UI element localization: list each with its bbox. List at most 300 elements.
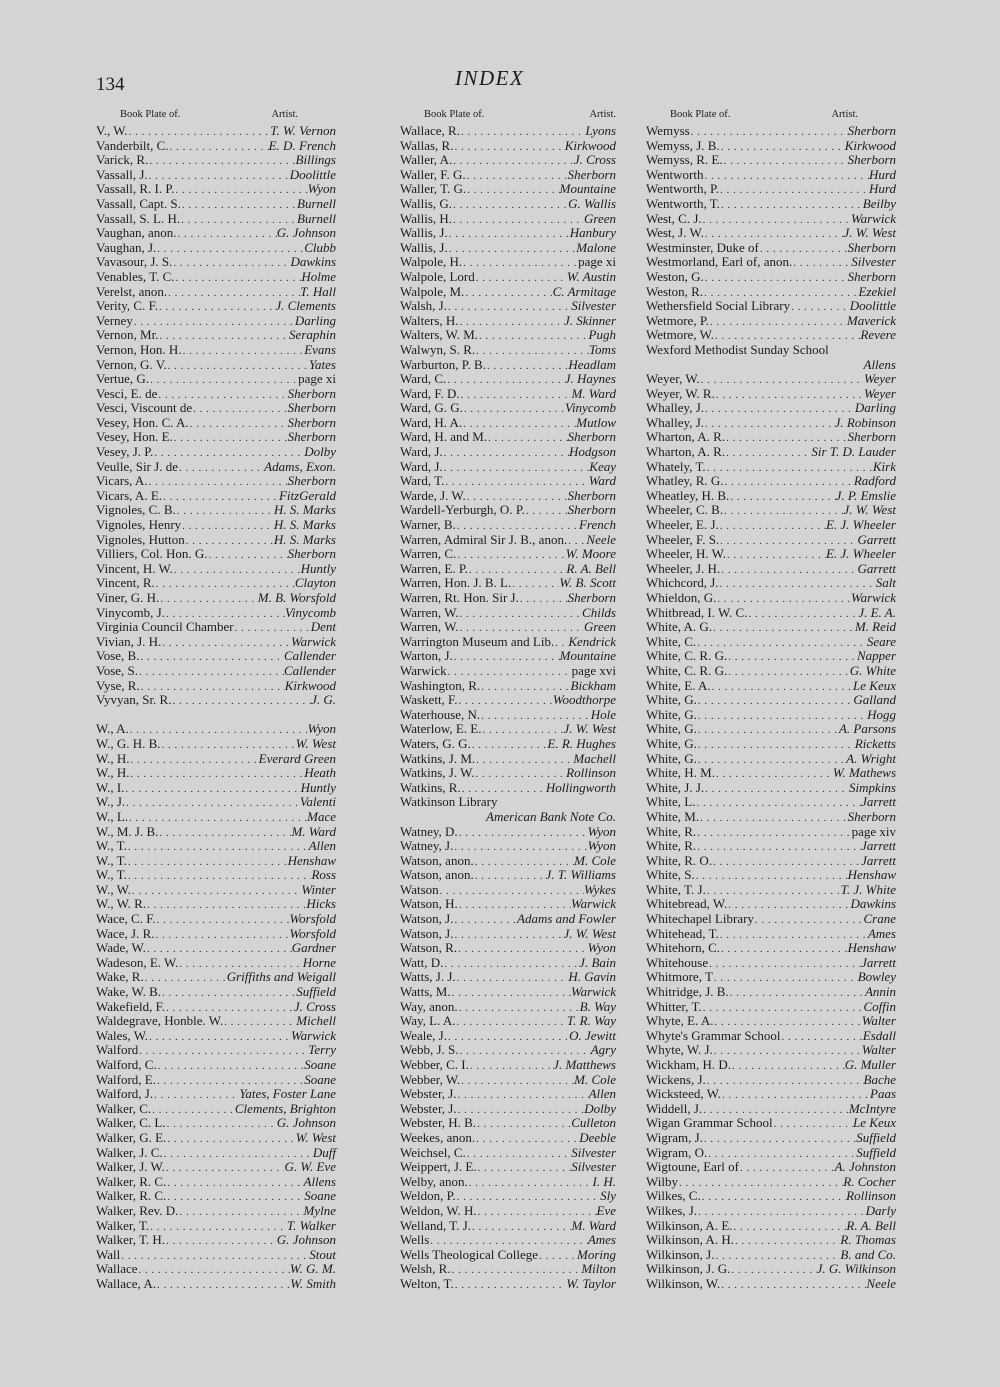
index-entry — [96, 372, 336, 387]
artist-name: M. Reid — [854, 619, 896, 635]
owner-name: Warrington Museum and Lib. — [400, 633, 555, 649]
dot-leader — [192, 402, 288, 417]
owner-name: W., W. — [96, 881, 131, 897]
index-entry — [96, 547, 336, 562]
artist-name: A. Johnston — [834, 1159, 896, 1175]
index-entry — [646, 606, 896, 621]
dot-leader — [166, 1132, 296, 1147]
owner-name: Webster, J. — [400, 1100, 457, 1116]
dot-leader — [165, 1234, 277, 1249]
artist-name: Ross — [311, 867, 336, 883]
artist-name: Walter — [861, 1013, 896, 1029]
artist-name: Jarrett — [861, 954, 896, 970]
artist-name: M. Ward — [291, 823, 336, 839]
index-entry — [646, 591, 896, 606]
index-entry — [96, 1043, 336, 1058]
artist-name: Warwick — [290, 633, 336, 649]
index-entry — [96, 576, 336, 591]
artist-name: McIntyre — [848, 1100, 896, 1116]
dot-leader — [120, 1249, 309, 1264]
dot-leader — [466, 169, 568, 184]
artist-name: J. Haynes — [564, 371, 616, 387]
dot-leader — [697, 738, 855, 753]
dot-leader — [453, 928, 563, 943]
owner-name: Vernon, Mr. — [96, 327, 159, 343]
artist-name: Suffield — [296, 984, 336, 1000]
owner-name: White, G. — [646, 750, 697, 766]
index-entry — [646, 1131, 896, 1146]
owner-name: Walpole, M. — [400, 283, 465, 299]
artist-name: Holme — [301, 268, 336, 284]
index-entry — [96, 343, 336, 358]
index-entry — [400, 562, 616, 577]
dot-leader — [475, 1132, 579, 1147]
owner-name: Wilkinson, A. E. — [646, 1217, 733, 1233]
dot-leader — [149, 1220, 287, 1235]
index-entry — [96, 255, 336, 270]
index-entry — [400, 372, 616, 387]
index-entry — [400, 1102, 616, 1117]
index-entry — [96, 912, 336, 927]
artist-name: Sherborn — [567, 502, 616, 518]
dot-leader — [715, 388, 864, 403]
artist-name: A. Wright — [846, 750, 896, 766]
index-entry — [400, 649, 616, 664]
index-entry — [96, 737, 336, 752]
index-entry — [646, 474, 896, 489]
artist-name: Green — [583, 210, 616, 226]
index-entry — [646, 255, 896, 270]
owner-name: White, R. — [646, 838, 697, 854]
artist-name: Mylne — [303, 1202, 336, 1218]
owner-name: Walford, J. — [96, 1086, 154, 1102]
owner-name: Wheeler, F. S. — [646, 531, 720, 547]
index-entry — [400, 1073, 616, 1088]
owner-name: Walker, T. — [96, 1217, 150, 1233]
index-entry-continuation — [646, 358, 896, 373]
index-entry — [96, 1087, 336, 1102]
owner-name: W., M. J. B. — [96, 823, 159, 839]
index-entry — [646, 1219, 896, 1234]
artist-name: Toms — [589, 341, 616, 357]
dot-leader — [790, 300, 850, 315]
dot-leader — [471, 738, 548, 753]
dot-leader — [158, 300, 275, 315]
index-entry — [96, 1175, 336, 1190]
owner-name: W., T. — [96, 867, 127, 883]
index-entry — [96, 679, 336, 694]
dot-leader — [439, 884, 584, 899]
owner-name: Wallis, J. — [400, 225, 448, 241]
index-entry — [646, 795, 896, 810]
dot-leader — [172, 256, 290, 271]
index-entry — [96, 766, 336, 781]
artist-name: Clements, Brighton — [234, 1100, 336, 1116]
owner-name: Ward, T. — [400, 473, 445, 489]
artist-name: Sherborn — [287, 385, 336, 401]
owner-name: Warren, Hon. J. B. L. — [400, 575, 512, 591]
dot-leader — [702, 1001, 864, 1016]
artist-name: H. Gavin — [568, 969, 616, 985]
owner-name: Wace, C. F. — [96, 911, 156, 927]
artist-name: W. West — [295, 735, 336, 751]
owner-name: Weale, J. — [400, 1027, 447, 1043]
owner-name: Walpole, Lord — [400, 268, 475, 284]
artist-name: Revere — [860, 327, 896, 343]
dot-leader — [443, 446, 569, 461]
index-entry — [96, 606, 336, 621]
owner-name: Vyse, R. — [96, 677, 140, 693]
artist-name: Green — [583, 619, 616, 635]
owner-name: Wetmore, W. — [646, 327, 714, 343]
artist-name: Henshaw — [847, 867, 896, 883]
index-entry — [646, 1175, 896, 1190]
dot-leader — [453, 913, 517, 928]
index-entry — [400, 1233, 616, 1248]
dot-leader — [697, 694, 853, 709]
owner-name: Wake, R. — [96, 969, 144, 985]
index-entry — [400, 416, 616, 431]
owner-name: Wicksteed, W. — [646, 1086, 721, 1102]
dot-leader — [729, 986, 865, 1001]
owner-name: Walker, G. E. — [96, 1129, 167, 1145]
dot-leader — [704, 782, 849, 797]
dot-leader — [451, 1263, 582, 1278]
index-entry — [96, 1146, 336, 1161]
index-entry — [96, 299, 336, 314]
dot-leader — [468, 1176, 593, 1191]
index-entry — [646, 314, 896, 329]
dot-leader — [460, 388, 572, 403]
owner-name: Vincent, H. W. — [96, 560, 173, 576]
owner-name: Whitechapel Library — [646, 911, 754, 927]
artist-header: Artist. — [271, 109, 298, 120]
dot-leader — [166, 1190, 304, 1205]
owner-name: Wigram, O. — [646, 1144, 708, 1160]
owner-name: Vertue, G. — [96, 371, 150, 387]
index-entry — [96, 1160, 336, 1175]
artist-name: M. Ward — [571, 1217, 616, 1233]
index-entry — [400, 1189, 616, 1204]
artist-name: Coffin — [863, 998, 896, 1014]
index-entry — [96, 474, 336, 489]
owner-name: W., I. — [96, 779, 125, 795]
index-entry — [646, 620, 896, 635]
owner-name: Verity, C. F. — [96, 298, 159, 314]
index-entry — [96, 1014, 336, 1029]
index-entry — [400, 766, 616, 781]
owner-name: Weldon, P. — [400, 1188, 456, 1204]
artist-name: Ward — [588, 473, 616, 489]
owner-name: Walwyn, S. R. — [400, 341, 476, 357]
index-entry — [400, 722, 616, 737]
index-entry — [646, 343, 896, 358]
artist-name: Dawkins — [290, 254, 336, 270]
index-entry — [400, 883, 616, 898]
index-entry — [96, 1262, 336, 1277]
owner-name: Walpole, H. — [400, 254, 463, 270]
dot-leader — [159, 592, 257, 607]
dot-leader — [161, 636, 291, 651]
index-entry — [646, 1102, 896, 1117]
owner-name: Waller, T. G. — [400, 181, 467, 197]
artist-name: page xiv — [851, 823, 896, 839]
dot-leader — [124, 782, 300, 797]
index-entry — [96, 1116, 336, 1131]
index-entry — [96, 241, 336, 256]
dot-leader — [125, 796, 300, 811]
dot-leader — [452, 154, 574, 169]
index-entry — [96, 518, 336, 533]
artist-name: Sherborn — [847, 123, 896, 138]
owner-name: Whyte, E. A. — [646, 1013, 714, 1029]
owner-name: Warner, B. — [400, 517, 456, 533]
dot-leader — [443, 957, 579, 972]
index-entry — [400, 1248, 616, 1263]
owner-name: Vesci, Viscount de — [96, 400, 193, 416]
index-entry — [400, 679, 616, 694]
artist-name: Jarrett — [861, 838, 896, 854]
artist-name: J. W. West — [843, 502, 896, 518]
owner-name: White, R. O. — [646, 852, 713, 868]
artist-name: T. J. White — [840, 881, 896, 897]
owner-name: Warton, J. — [400, 648, 453, 664]
index-entry — [646, 533, 896, 548]
index-entry — [96, 445, 336, 460]
dot-leader — [478, 329, 589, 344]
artist-name: T. Walker — [286, 1217, 336, 1233]
artist-name: R. Cocher — [843, 1173, 896, 1189]
owner-name: Walsh, J. — [400, 298, 447, 314]
artist-name: Sherborn — [567, 487, 616, 503]
index-entry — [400, 270, 616, 285]
index-entry — [400, 781, 616, 796]
dot-leader — [724, 475, 854, 490]
owner-name: Watts, M. — [400, 984, 451, 1000]
artist-name: Weyer — [863, 371, 896, 387]
index-entry — [400, 1058, 616, 1073]
owner-name: Walters, W. M. — [400, 327, 479, 343]
owner-name: White, H. M. — [646, 765, 715, 781]
column-header — [96, 108, 336, 122]
dot-leader — [780, 1030, 862, 1045]
owner-name: Ward, G. G. — [400, 400, 463, 416]
dot-leader — [453, 650, 560, 665]
dot-leader — [181, 198, 297, 213]
owner-name: Wilkinson, W. — [646, 1275, 721, 1291]
index-entry-continuation — [400, 810, 616, 825]
owner-name: Watts, J. J. — [400, 969, 456, 985]
artist-name: G. White — [849, 662, 896, 678]
index-entry — [646, 182, 896, 197]
index-entry — [96, 1204, 336, 1219]
artist-name: Darly — [865, 1202, 896, 1218]
index-entry — [646, 693, 896, 708]
owner-name: Whatley, R. G. — [646, 473, 724, 489]
dot-leader — [158, 826, 291, 841]
artist-name: J. Clements — [275, 298, 336, 314]
dot-leader — [456, 1190, 600, 1205]
artist-name: Warwick — [290, 1027, 336, 1043]
owner-name: Vesci, E. de — [96, 385, 158, 401]
artist-name: Paas — [870, 1086, 896, 1102]
owner-name: Wakefield, F. — [96, 998, 166, 1014]
owner-name: Wexford Methodist Sunday School — [646, 341, 829, 357]
artist-name: Neele — [586, 531, 616, 547]
index-entry — [646, 460, 896, 475]
owner-name: Wheeler, J. H. — [646, 560, 721, 576]
index-entry — [646, 445, 896, 460]
artist-name: Wyon — [307, 181, 336, 197]
owner-name: Welsh, R. — [400, 1261, 451, 1277]
owner-name: White, T. J. — [646, 881, 706, 897]
owner-name: Wells — [400, 1232, 430, 1248]
index-entry — [400, 343, 616, 358]
artist-name: Dolby — [584, 1100, 616, 1116]
artist-name: Dent — [310, 619, 336, 635]
dot-leader — [727, 665, 850, 680]
owner-name: Walker, Rev. D. — [96, 1202, 179, 1218]
index-entry — [96, 839, 336, 854]
dot-leader — [448, 227, 570, 242]
index-entry — [646, 153, 896, 168]
artist-name: Radford — [853, 473, 896, 489]
owner-name: Wace, J. R. — [96, 925, 155, 941]
index-entry — [400, 1219, 616, 1234]
dot-leader — [129, 753, 258, 768]
artist-name: Simpkins — [849, 779, 896, 795]
dot-leader — [697, 753, 846, 768]
index-entry — [96, 387, 336, 402]
artist-name: J. Skinner — [564, 312, 616, 328]
owner-name: Weyer, W. R. — [646, 385, 715, 401]
artist-name: Yates — [309, 356, 336, 372]
index-entry — [400, 1043, 616, 1058]
dot-leader — [720, 563, 857, 578]
artist-name: Hurd — [869, 181, 896, 197]
dot-leader — [189, 417, 288, 432]
index-entry — [96, 314, 336, 329]
dot-leader — [712, 855, 861, 870]
artist-name: Allens — [303, 1173, 336, 1189]
owner-name: Welby, anon. — [400, 1173, 468, 1189]
dot-leader — [153, 1088, 239, 1103]
entry-list — [400, 124, 616, 1292]
dot-leader — [148, 154, 295, 169]
owner-name: White, S. — [646, 867, 695, 883]
dot-leader — [678, 1176, 843, 1191]
artist-name: Silvester — [571, 1159, 616, 1175]
index-entry — [96, 781, 336, 796]
owner-name: Wallas, R. — [400, 137, 454, 153]
index-entry — [646, 1189, 896, 1204]
index-entry — [646, 722, 896, 737]
index-entry — [400, 985, 616, 1000]
artist-name: I. H. — [592, 1173, 616, 1189]
artist-name: W. G. M. — [289, 1261, 336, 1277]
artist-name: Henshaw — [287, 852, 336, 868]
owner-name: Watt, D. — [400, 954, 444, 970]
owner-name: Wethersfield Social Library — [646, 298, 791, 314]
index-entry — [96, 883, 336, 898]
owner-name: Vaughan, anon. — [96, 225, 177, 241]
index-entry — [96, 970, 336, 985]
artist-name: Machell — [573, 750, 616, 766]
index-entry — [646, 416, 896, 431]
index-entry — [96, 941, 336, 956]
artist-name: Griffiths and Weigall — [226, 969, 336, 985]
owner-name: Vassall, S. L. H. — [96, 210, 181, 226]
artist-name: Rollinson — [846, 1188, 896, 1204]
owner-name: Warren, C. — [400, 546, 457, 562]
dot-leader — [452, 198, 568, 213]
dot-leader — [713, 971, 858, 986]
index-entry — [400, 445, 616, 460]
owner-name: Watney, J. — [400, 838, 454, 854]
index-entry — [400, 153, 616, 168]
artist-name: Sherborn — [847, 429, 896, 445]
owner-name: Vincent, R. — [96, 575, 155, 591]
artist-name: Warwick — [850, 210, 896, 226]
owner-name: Whitehead, T. — [646, 925, 719, 941]
dot-leader — [695, 869, 848, 884]
artist-name: FitzGerald — [278, 487, 336, 503]
artist-name: E. R. Hughes — [547, 735, 616, 751]
dot-leader — [699, 811, 848, 826]
artist-name: T. R. Way — [566, 1013, 616, 1029]
index-entry — [646, 941, 896, 956]
artist-name: Deeble — [579, 1129, 616, 1145]
artist-name: Adams and Fowler — [517, 911, 616, 927]
dot-leader — [448, 242, 577, 257]
artist-name: Soane — [304, 1071, 336, 1087]
dot-leader — [175, 271, 302, 286]
owner-name: Vivian, J. H. — [96, 633, 162, 649]
artist-name: Everard Green — [258, 750, 336, 766]
artist-name: Hicks — [306, 896, 336, 912]
dot-leader — [149, 373, 298, 388]
artist-name: T. Hall — [300, 283, 336, 299]
artist-name: Bowley — [857, 969, 896, 985]
owner-name: Washington, R. — [400, 677, 481, 693]
index-column-1 — [96, 108, 336, 1292]
artist-name: Callender — [284, 648, 336, 664]
index-entry — [646, 168, 896, 183]
artist-name: Darling — [294, 312, 336, 328]
column-header — [646, 108, 896, 122]
owner-name: Walker, C. L. — [96, 1115, 166, 1131]
dot-leader — [177, 227, 277, 242]
index-entry — [646, 1204, 896, 1219]
artist-name: Huntly — [300, 560, 336, 576]
index-entry — [400, 941, 616, 956]
artist-name: Soane — [304, 1057, 336, 1072]
index-entry — [646, 430, 896, 445]
dot-leader — [131, 884, 301, 899]
artist-name: Annin — [864, 984, 896, 1000]
artist-name: Horne — [302, 954, 336, 970]
artist-name: Le Keux — [853, 677, 896, 693]
dot-leader — [711, 680, 853, 695]
artist-name: E. J. Wheeler — [825, 517, 896, 533]
index-entry — [646, 1262, 896, 1277]
artist-name: Sherborn — [287, 473, 336, 489]
dot-leader — [166, 1117, 277, 1132]
dot-leader — [452, 213, 584, 228]
artist-name: Evans — [304, 341, 336, 357]
index-entry — [646, 401, 896, 416]
owner-name: Wickham, H. D. — [646, 1057, 732, 1072]
